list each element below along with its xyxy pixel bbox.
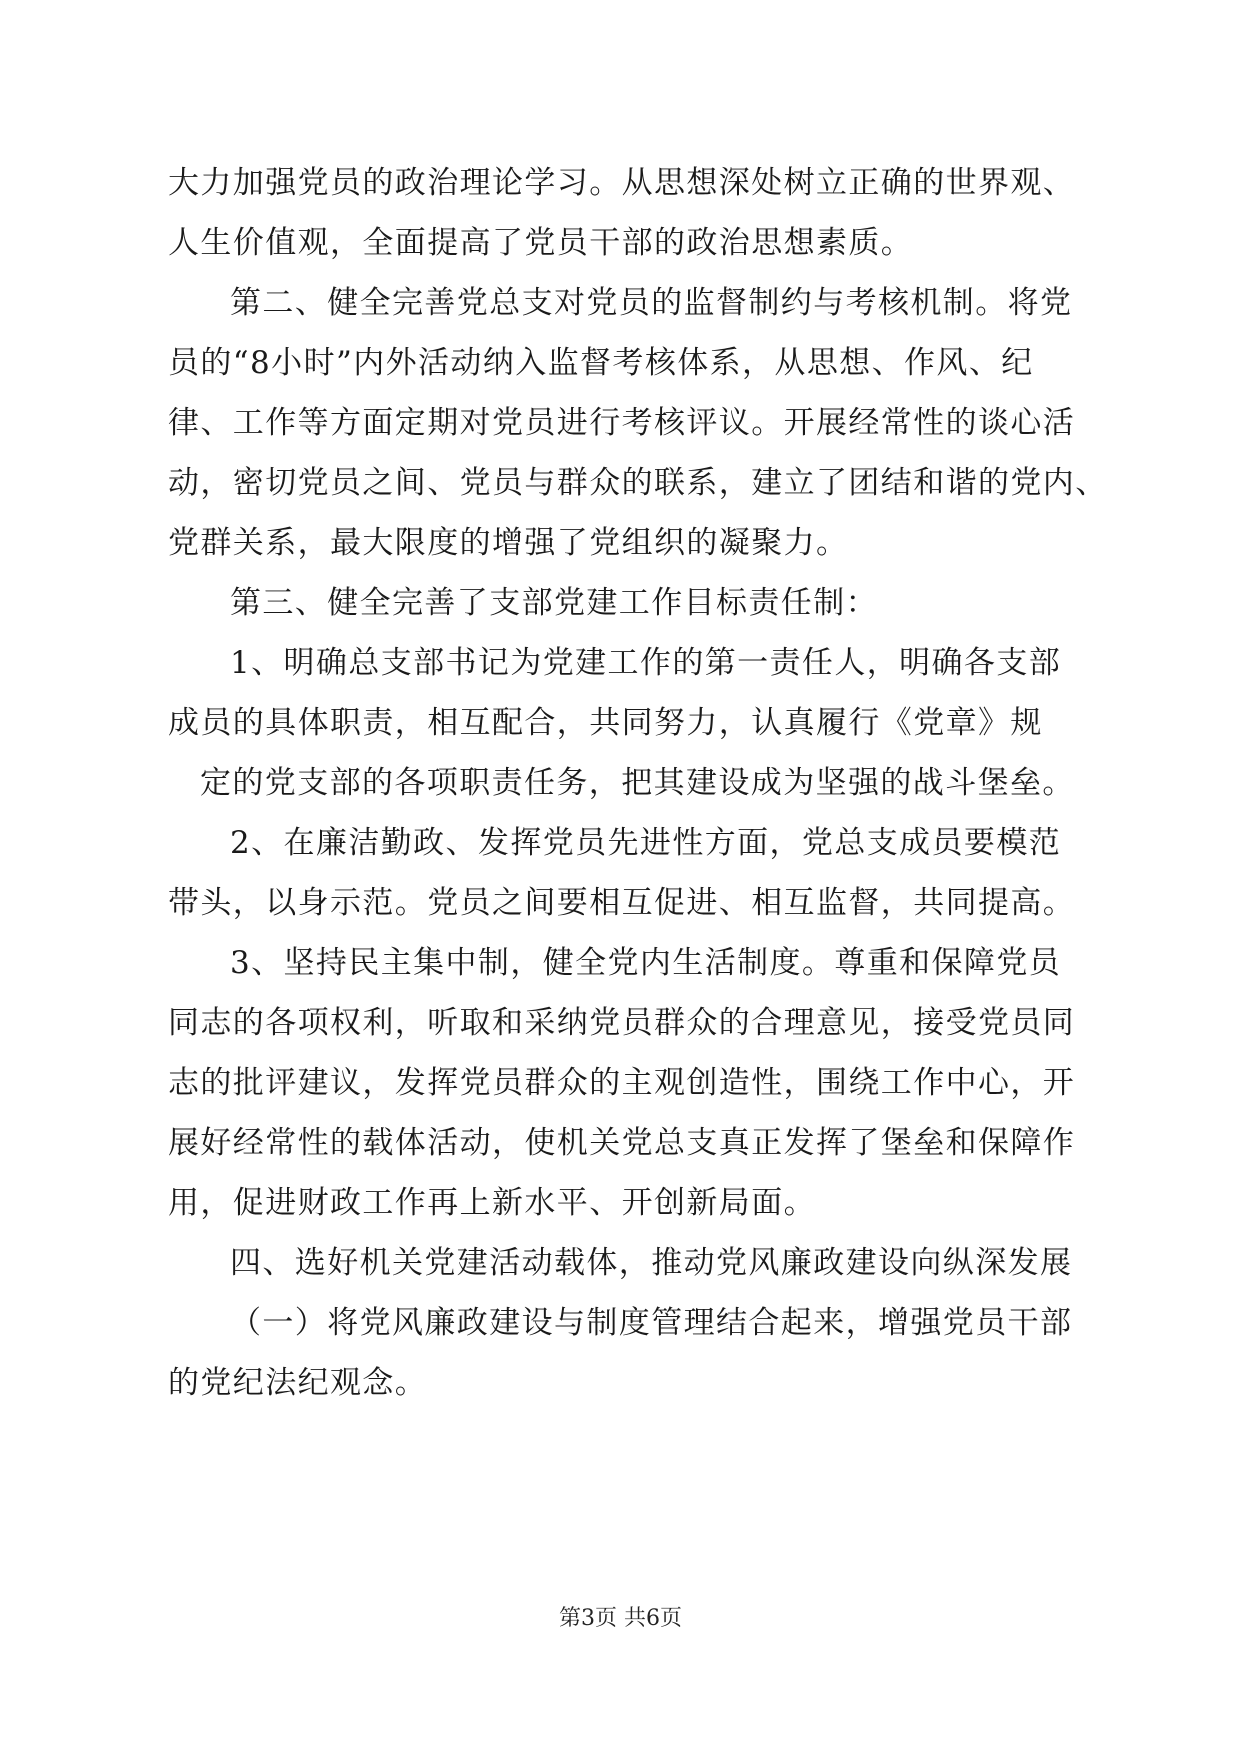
paragraph-line: 大力加强党员的政治理论学习。从思想深处树立正确的世界观、	[168, 165, 1076, 201]
paragraph-line: 展好经常性的载体活动，使机关党总支真正发挥了堡垒和保障作	[168, 1125, 1076, 1161]
paragraph-line: （一）将党风廉政建设与制度管理结合起来，增强党员干部	[230, 1305, 1073, 1341]
page-number-footer: 第3页 共6页	[559, 1606, 682, 1631]
paragraph-line: 同志的各项权利，听取和采纳党员群众的合理意见，接受党员同	[168, 1005, 1076, 1041]
paragraph-line: 志的批评建议，发挥党员群众的主观创造性，围绕工作中心，开	[168, 1065, 1076, 1101]
paragraph-line: 带头，以身示范。党员之间要相互促进、相互监督，共同提高。	[168, 885, 1076, 921]
paragraph-line: 第三、健全完善了支部党建工作目标责任制：	[230, 585, 878, 621]
paragraph-line: 的党纪法纪观念。	[168, 1365, 428, 1401]
paragraph-line: 1、明确总支部书记为党建工作的第一责任人，明确各支部	[230, 645, 1062, 681]
paragraph-line: 用，促进财政工作再上新水平、开创新局面。	[168, 1185, 816, 1221]
paragraph-line: 3、坚持民主集中制，健全党内生活制度。尊重和保障党员	[230, 945, 1062, 981]
paragraph-line: 第二、健全完善党总支对党员的监督制约与考核机制。将党	[230, 285, 1073, 321]
paragraph-line: 2、在廉洁勤政、发挥党员先进性方面，党总支成员要模范	[230, 825, 1062, 861]
paragraph-line: 成员的具体职责，相互配合，共同努力，认真履行《党章》规	[168, 705, 1043, 741]
paragraph-line: 动，密切党员之间、党员与群众的联系，建立了团结和谐的党内、	[168, 465, 1108, 501]
paragraph-line: 员的“8小时”内外活动纳入监督考核体系，从思想、作风、纪	[168, 345, 1034, 381]
paragraph-line: 人生价值观，全面提高了党员干部的政治思想素质。	[168, 225, 914, 261]
section-heading: 四、选好机关党建活动载体，推动党风廉政建设向纵深发展	[230, 1245, 1073, 1281]
paragraph-line: 律、工作等方面定期对党员进行考核评议。开展经常性的谈心活	[168, 405, 1076, 441]
paragraph-line: 党群关系，最大限度的增强了党组织的凝聚力。	[168, 525, 849, 561]
paragraph-line: 定的党支部的各项职责任务，把其建设成为坚强的战斗堡垒。	[200, 765, 1075, 801]
